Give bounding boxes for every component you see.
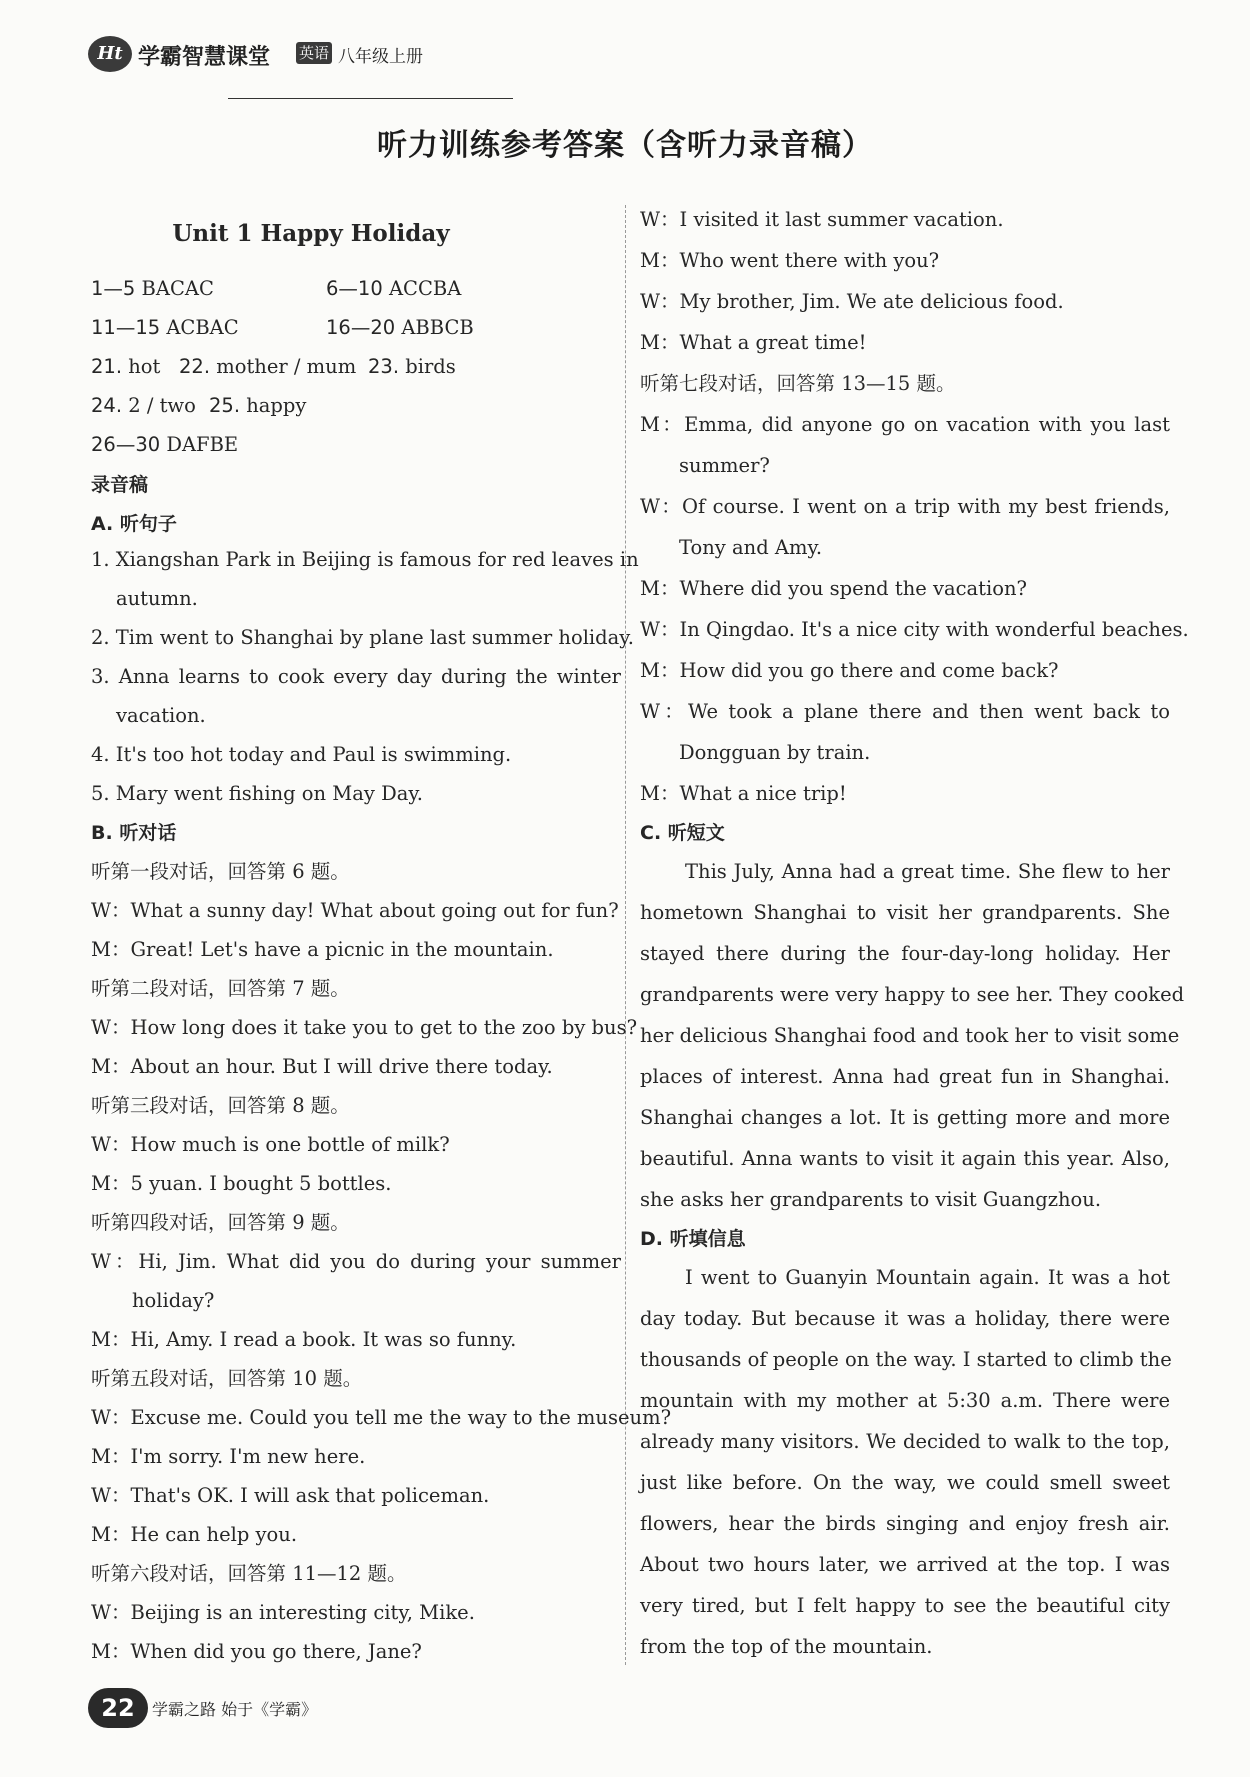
answer-16-20: 16—20 ABBCB [326,316,474,339]
answer-26-30: 26—30 DAFBE [91,433,239,456]
passage-line: she asks her grandparents to visit Guangzhou. [640,1188,1102,1211]
answer-1-5: 1—5 BACAC [91,277,214,300]
dialogue-line: M：About an hour. But I will drive there today. [91,1055,553,1078]
page-title: 听力训练参考答案（含听力录音稿） [377,128,873,163]
dialogue-line: W：What a sunny day! What about going out for fun? [91,899,619,922]
dialogue-line: Dongguan by train. [679,741,871,764]
brand-logo: Ht [88,36,132,72]
passage-line: just like before. On the way, we could smell sweet [640,1471,1170,1494]
dialogue-line: 听第一段对话，回答第 6 题。 [91,860,350,883]
passage-line: mountain with my mother at 5:30 a.m. There were [640,1389,1170,1412]
sentence-line: 5. Mary went fishing on May Day. [91,782,423,805]
dialogue-line: 听第六段对话，回答第 11—12 题。 [91,1562,407,1585]
dialogue-line: W：Beijing is an interesting city, Mike. [91,1601,475,1624]
dialogue-line: W：My brother, Jim. We ate delicious food. [640,290,1064,313]
dialogue-line: M：Emma, did anyone go on vacation with you last [640,413,1170,436]
section-c-heading: C. 听短文 [640,822,725,844]
passage-line: day today. But because it was a holiday, there were [640,1307,1170,1330]
dialogue-line: W：We took a plane there and then went back to [640,700,1170,723]
passage-line: her delicious Shanghai food and took her to visit some [640,1024,1180,1047]
footer-slogan: 学霸之路 始于《学霸》 [152,1700,318,1719]
dialogue-line: M：I'm sorry. I'm new here. [91,1445,366,1468]
dialogue-line: holiday? [132,1289,215,1312]
dialogue-line: W：Excuse me. Could you tell me the way to the museum? [91,1406,672,1429]
dialogue-line: M：When did you go there, Jane? [91,1640,422,1663]
sentence-line: 3. Anna learns to cook every day during the winter [91,665,621,688]
book-header [88,34,428,74]
grade-label: 八年级上册 [338,47,423,67]
dialogue-line: M：5 yuan. I bought 5 bottles. [91,1172,392,1195]
unit-title: Unit 1 Happy Holiday [172,220,450,247]
passage-line: grandparents were very happy to see her. They cooked [640,983,1185,1006]
dialogue-line: M：Where did you spend the vacation? [640,577,1028,600]
dialogue-line: W：That's OK. I will ask that policeman. [91,1484,490,1507]
sentence-line: vacation. [116,704,206,727]
dialogue-line: M：How did you go there and come back? [640,659,1059,682]
passage-line: already many visitors. We decided to walk to the top, [640,1430,1170,1453]
passage-line: thousands of people on the way. I started to climb the [640,1348,1172,1371]
dialogue-line: 听第二段对话，回答第 7 题。 [91,977,350,1000]
passage-line: from the top of the mountain. [640,1635,933,1658]
sentence-line: 2. Tim went to Shanghai by plane last summer holiday. [91,626,634,649]
passage-line: This July, Anna had a great time. She flew to her [685,860,1170,883]
dialogue-line: M：Who went there with you? [640,249,940,272]
passage-line: very tired, but I felt happy to see the beautiful city [640,1594,1170,1617]
sentence-line: 1. Xiangshan Park in Beijing is famous for red leaves in [91,548,639,571]
section-b-heading: B. 听对话 [91,822,177,844]
dialogue-line: 听第五段对话，回答第 10 题。 [91,1367,363,1390]
header-rule [228,98,513,99]
dialogue-line: W：Of course. I went on a trip with my best friends, [640,495,1170,518]
sentence-line: autumn. [116,587,198,610]
dialogue-line: Tony and Amy. [679,536,823,559]
passage-line: I went to Guanyin Mountain again. It was a hot [685,1266,1170,1289]
dialogue-line: M：What a nice trip! [640,782,847,805]
passage-line: Shanghai changes a lot. It is getting more and more [640,1106,1170,1129]
passage-line: places of interest. Anna had great fun in Shanghai. [640,1065,1170,1088]
section-a-heading: A. 听句子 [91,513,177,535]
dialogue-line: W：How much is one bottle of milk? [91,1133,450,1156]
brand-name: 学霸智慧课堂 [138,45,271,70]
passage-line: hometown Shanghai to visit her grandparents. She [640,901,1170,924]
sentence-line: 4. It's too hot today and Paul is swimming. [91,743,512,766]
section-d-heading: D. 听填信息 [640,1228,746,1250]
dialogue-line: 听第四段对话，回答第 9 题。 [91,1211,350,1234]
dialogue-line: W：How long does it take you to get to the zoo by bus? [91,1016,638,1039]
column-divider [625,205,626,1665]
dialogue-line: W：I visited it last summer vacation. [640,208,1004,231]
passage-line: flowers, hear the birds singing and enjoy fresh air. [640,1512,1170,1535]
passage-line: About two hours later, we arrived at the top. I was [640,1553,1170,1576]
answer-6-10: 6—10 ACCBA [326,277,462,300]
answer-25: 25. happy [209,394,307,417]
dialogue-line: 听第七段对话，回答第 13—15 题。 [640,372,956,395]
dialogue-line: W：In Qingdao. It's a nice city with wonderful beaches. [640,618,1189,641]
passage-line: beautiful. Anna wants to visit it again this year. Also, [640,1147,1170,1170]
dialogue-line: M：What a great time! [640,331,867,354]
subject-badge: 英语 [296,42,332,64]
dialogue-line: summer? [679,454,770,477]
answer-21: 21. hot [91,355,161,378]
dialogue-line: W：Hi, Jim. What did you do during your summer [91,1250,621,1273]
answer-24: 24. 2 / two [91,394,196,417]
answer-22: 22. mother / mum [179,355,357,378]
passage-line: stayed there during the four-day-long holiday. Her [640,942,1170,965]
page-number: 22 [88,1688,148,1728]
dialogue-line: 听第三段对话，回答第 8 题。 [91,1094,350,1117]
dialogue-line: M：Hi, Amy. I read a book. It was so funny. [91,1328,517,1351]
dialogue-line: M：Great! Let's have a picnic in the mountain. [91,938,554,961]
answer-23: 23. birds [368,355,456,378]
dialogue-line: M：He can help you. [91,1523,298,1546]
answer-11-15: 11—15 ACBAC [91,316,239,339]
script-heading: 录音稿 [91,474,149,496]
